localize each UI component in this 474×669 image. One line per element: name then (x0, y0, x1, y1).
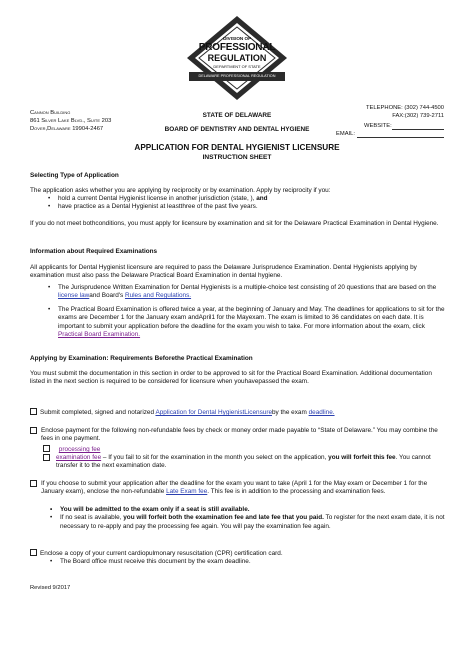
late-exam-fee-link[interactable]: Late Exam fee (166, 488, 208, 496)
examination-fee-link[interactable]: examination fee (56, 454, 102, 461)
section-text: You must submit the documentation in this section in order to be approved to sit for the Practical Board Examination. Additional documentation listed in the next section is required to be considered for licensure when youhavepassed the exam. (30, 370, 432, 386)
seal-line2: PROFESSIONAL (198, 42, 276, 53)
payment-text: Enclose payment for the following non-refundable fees by check or money order made payable to “State of Delaware.” You may combine the fees in one payment. (41, 427, 438, 443)
checkbox[interactable] (43, 445, 50, 452)
seal-ribbon: DELAWARE PROFESSIONAL REGULATION (198, 74, 276, 78)
practical-board-exam-link[interactable]: Practical Board Examination. (58, 331, 141, 339)
deadline-link[interactable]: deadline. (308, 409, 335, 416)
checkbox[interactable] (30, 427, 37, 434)
seal-line4: DEPARTMENT OF STATE (213, 64, 261, 69)
page-title: APPLICATION FOR DENTAL HYGIENIST LICENSURE (134, 143, 340, 152)
revision-date: Revised 9/2017 (30, 585, 71, 591)
application-link[interactable]: Application for Dental HygienistLicensure (155, 409, 272, 416)
processing-fee-link[interactable]: processing fee (58, 446, 101, 453)
email-line (357, 137, 444, 138)
exam-info-list (46, 284, 446, 339)
section-heading-required-exams: Information about Required Examinations (30, 248, 158, 255)
seal-line1: DIVISION OF (223, 36, 251, 41)
section-text: If you do not meet bothconditions, you must apply for licensure by examination and sit for the Delaware Practical Examination in Dental Hygiene. (30, 220, 439, 227)
license-law-link[interactable]: license law (58, 292, 90, 300)
processing-fee-row (43, 445, 100, 454)
list-item: • The Practical Board Examination is offered twice a year, at the beginning of January and May. The deadlines for applications to sit for the exams are December 1 for the January exam andApril1 for the Mayexam. The exam is limited to 36 candidates on each date. It is important to submit your application before the deadline for the exam you wish to take. For more information about the exam, click Practical Board Examination. (46, 306, 446, 340)
late-fee-text: If you choose to submit your application after the deadline for the exam you want to take (April 1 for the May exam or December 1 for the January exam), enclose the non-refundable Late Exam fee. This fee is in addition to the processing and examination fees. (41, 480, 428, 496)
board-name: BOARD OF DENTISTRY AND DENTAL HYGIENE (164, 126, 310, 133)
list-item: • The Board office must receive this document by the exam deadline. (48, 558, 446, 566)
address-line-3: Dover,Delaware 19904-2467 (30, 126, 104, 132)
section-heading-application-type: Selecting Type of Application (30, 172, 119, 179)
rules-regulations-link[interactable]: Rules and Regulations. (124, 292, 192, 300)
fax: FAX:(302) 739-2711 (392, 113, 444, 119)
address-line-2: 861 Silver Lake Blvd., Suite 203 (30, 118, 112, 124)
seal-line3: REGULATION (207, 53, 267, 63)
exam-fee-text: examination fee – If you fail to sit for the examination in the month you select on the application, you will forfeit this fee. You cannot transfer it to the next examination date. (56, 454, 431, 470)
page-subtitle: INSTRUCTION SHEET (202, 154, 272, 161)
telephone: TELEPHONE: (302) 744-4500 (366, 105, 444, 111)
cpr-list (48, 558, 446, 566)
checkbox[interactable] (43, 454, 50, 461)
reciprocity-list (46, 195, 446, 212)
website-label: WEBSITE: (364, 123, 392, 129)
list-item: • You will be admitted to the exam only if a seat is still available. (48, 506, 446, 514)
late-fee-list (48, 506, 446, 531)
checklist-item-application: Submit completed, signed and notarized Application for Dental HygienistLicensureby the exam deadline. (30, 408, 450, 417)
email-label: EMAIL: (336, 131, 356, 137)
list-item: • If no seat is available, you will forfeit both the examination fee and late fee that you paid. To register for the next exam date, it is not necessary to re-apply and pay the processing fee again. You will pay the examination fee again. (48, 514, 446, 531)
section-text: The application asks whether you are applying by reciprocity or by examination. Apply by reciprocity if you: (30, 187, 331, 194)
checkbox[interactable] (30, 480, 37, 487)
address-line-1: Cannon Building (30, 110, 71, 116)
list-item: • hold a current Dental Hygienist license in another jurisdiction (state, ), and (46, 195, 446, 203)
checklist-item-cpr: Enclose a copy of your current cardiopulmonary resuscitation (CPR) certification card. (30, 549, 450, 558)
list-item: • The Jurisprudence Written Examination for Dental Hygienists is a multiple-choice test consisting of 20 questions that are based on the license lawand Board's Rules and Regulations. (46, 284, 446, 301)
list-item: • have practice as a Dental Hygienist at leastthree of the past five years. (46, 203, 446, 211)
section-text: All applicants for Dental Hygienist licensure are required to pass the Delaware Jurisprudence Examination. Dental Hygienists applying by examination must also pass the Delaware Practical Board Examination in dental hygiene. (30, 264, 417, 280)
checkbox[interactable] (30, 408, 37, 415)
checkbox[interactable] (30, 549, 37, 556)
website-line (392, 129, 444, 130)
section-heading-applying-by-exam: Applying by Examination: Requirements Beforethe Practical Examination (30, 355, 253, 362)
state-name: STATE OF DELAWARE (202, 112, 272, 119)
division-seal (183, 14, 291, 102)
